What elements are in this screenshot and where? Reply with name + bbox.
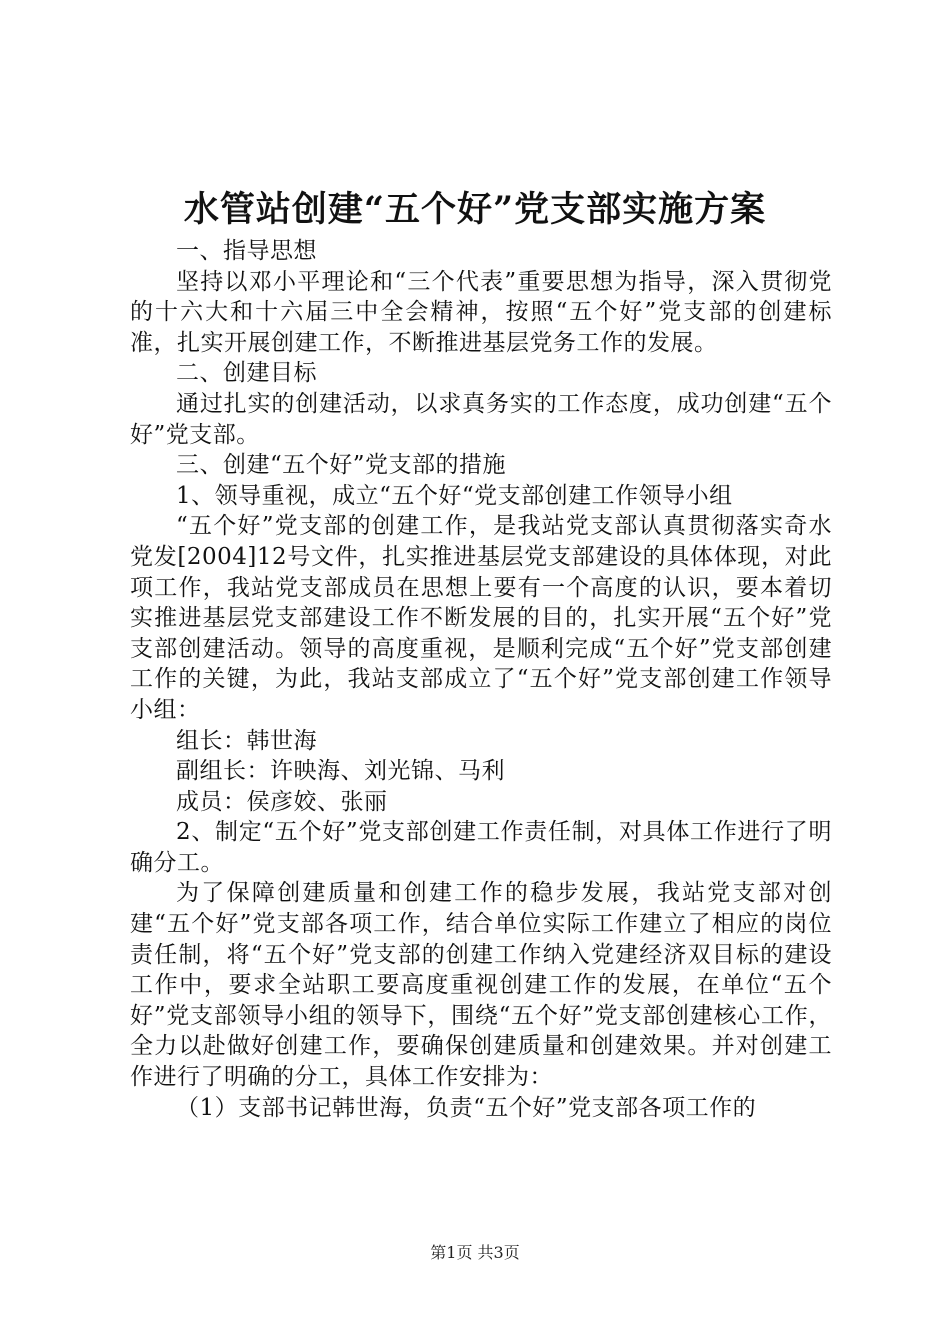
document-title: 水管站创建“五个好”党支部实施方案 [183, 189, 767, 230]
paragraph-leadership: “五个好”党支部的创建工作，是我站党支部认真贯彻落实奇水党发[2004]12号文件，扎实推进基层党支部建设的具体体现，对此项工作，我站党支部成员在思想上要有一个高度的认识，要本着切实推进基层党支部建设工作不断发展的目的，扎实开展“五个好”党支部创建活动。领导的高度重视，是顺利完成“五个好”党支部创建工作的关键，为此，我站支部成立了“五个好”党支部创建工作领导小组： [130, 513, 832, 723]
page-footer: 第1页 共3页 [430, 1243, 520, 1262]
team-leader-line: 组长：韩世海 [176, 727, 317, 754]
paragraph-responsibility: 为了保障创建质量和创建工作的稳步发展，我站党支部对创建“五个好”党支部各项工作，结合单位实际工作建立了相应的岗位责任制，将“五个好”党支部的创建工作纳入党建经济双目标的建设工作中，要求全站职工要高度重视创建工作的发展，在单位“五个好”党支部领导小组的领导下，围绕“五个好”党支部创建核心工作，全力以赴做好创建工作，要确保创建质量和创建效果。并对创建工作进行了明确的分工，具体工作安排为： [130, 880, 832, 1091]
paragraph-goal: 通过扎实的创建活动，以求真务实的工作态度，成功创建“五个好”党支部。 [130, 390, 832, 448]
subheading-responsibility: 2、制定“五个好”党支部创建工作责任制，对具体工作进行了明确分工。 [130, 819, 832, 876]
document-body [130, 236, 832, 1123]
members-line: 成员：侯彦姣、张丽 [176, 788, 388, 815]
section-heading-measures: 三、创建“五个好”党支部的措施 [176, 452, 507, 479]
paragraph-secretary-duty: （1）支部书记韩世海，负责“五个好”党支部各项工作的 [176, 1094, 757, 1121]
subheading-leadership: 1、领导重视，成立“五个好“党支部创建工作领导小组 [176, 482, 733, 509]
section-heading-guiding-ideology: 一、指导思想 [176, 238, 317, 264]
section-heading-goal: 二、创建目标 [176, 360, 317, 387]
deputy-leader-line: 副组长：许映海、刘光锦、马利 [176, 758, 505, 785]
paragraph-guiding-ideology: 坚持以邓小平理论和“三个代表”重要思想为指导，深入贯彻党的十六大和十六届三中全会精神，按照“五个好”党支部的创建标准，扎实开展创建工作，不断推进基层党务工作的发展。 [130, 268, 832, 356]
